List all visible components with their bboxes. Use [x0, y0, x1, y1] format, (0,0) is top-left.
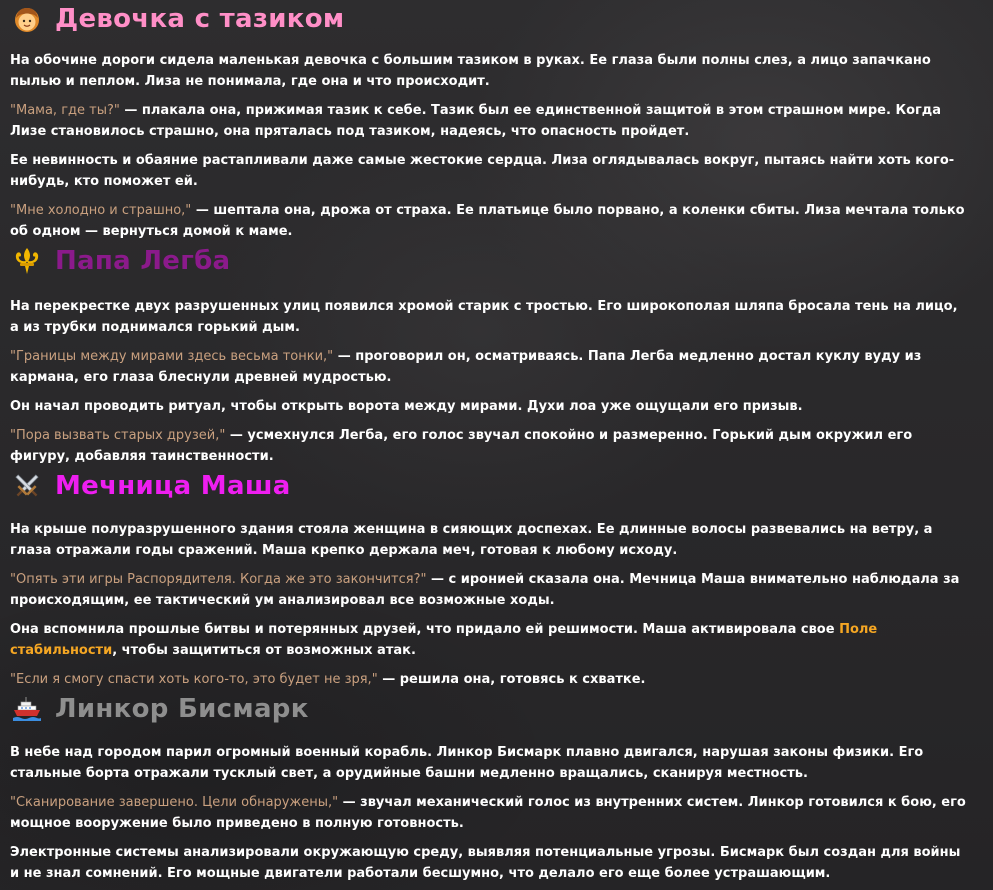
section-papa-legba — [10, 242, 970, 467]
story-paragraph: "Пора вызвать старых друзей," — усмехнулся Легба, его голос звучал спокойно и размеренно. Горький дым окружил его фигуру, добавляя таинственности. — [10, 428, 913, 464]
quote-text: "Мне холодно и страшно," — [10, 203, 192, 218]
story-paragraph: Электронные системы анализировали окружающую среду, выявляя потенциальные угрозы. Бисмарк был создан для войны и не знал сомнений. Его мощные двигатели работали бесшумно, что делало его еще более устрашающим. — [10, 845, 961, 881]
story-paragraph: "Мне холодно и страшно," — шептала она, дрожа от страха. Ее платьице было порвано, а коленки сбиты. Лиза мечтала только об одном — вернуться домой к маме. — [10, 203, 965, 239]
story-paragraph: На перекрестке двух разрушенных улиц появился хромой старик с тростью. Его широкополая шляпа бросала тень на лицо, а из трубки поднимался горький дым. — [10, 299, 958, 335]
section-swordswoman-masha — [10, 467, 970, 690]
story-paragraph: "Мама, где ты?" — плакала она, прижимая тазик к себе. Тазик был ее единственной защитой в этом страшном мире. Когда Лизе становилось страшно, она пряталась под тазиком, надеясь, что опасность пройдет. — [10, 103, 942, 139]
section-title: Мечница Маша — [55, 471, 291, 501]
section-title: Девочка с тазиком — [55, 4, 345, 34]
section-heading — [10, 0, 970, 38]
quote-text: "Опять эти игры Распорядителя. Когда же это закончится?" — [10, 572, 427, 587]
section-title: Линкор Бисмарк — [55, 694, 309, 724]
fleur-de-lis-icon — [10, 244, 44, 278]
girl-face-icon — [10, 2, 44, 36]
quote-text: "Сканирование завершено. Цели обнаружены," — [10, 795, 339, 810]
story-paragraph: "Границы между мирами здесь весьма тонки," — проговорил он, осматриваясь. Папа Легба медленно достал куклу вуду из кармана, его глаза блеснули древней мудростью. — [10, 349, 922, 385]
story-paragraph: "Опять эти игры Распорядителя. Когда же это закончится?" — с иронией сказала она. Мечница Маша внимательно наблюдала за происходящим, ее тактический ум анализировал все возможные ходы. — [10, 572, 960, 608]
quote-text: "Пора вызвать старых друзей," — [10, 428, 226, 443]
section-heading — [10, 690, 970, 728]
quote-text: "Границы между мирами здесь весьма тонки," — [10, 349, 334, 364]
story-paragraph: Он начал проводить ритуал, чтобы открыть ворота между мирами. Духи лоа уже ощущали его призыв. — [10, 399, 803, 414]
story-paragraph: Ее невинность и обаяние растапливали даже самые жестокие сердца. Лиза оглядывалась вокруг, пытаясь найти хоть кого-нибудь, кто поможет ей. — [10, 153, 955, 189]
story-paragraph: "Сканирование завершено. Цели обнаружены," — звучал механический голос из внутренних систем. Линкор готовился к бою, его мощное вооружение было приведено в полную готовность. — [10, 795, 966, 831]
story-paragraph: На крыше полуразрушенного здания стояла женщина в сияющих доспехах. Ее длинные волосы развевались на ветру, а глаза отражали годы сражений. Маша крепко держала меч, готовая к любому исходу. — [10, 522, 933, 558]
ship-icon — [10, 692, 44, 726]
story-paragraph: На обочине дороги сидела маленькая девочка с большим тазиком в руках. Ее глаза были полны слез, а лицо запачкано пылью и пеплом. Лиза не понимала, где она и что происходит. — [10, 53, 931, 89]
quote-text: "Мама, где ты?" — [10, 103, 120, 118]
section-girl-with-basin — [10, 0, 970, 242]
section-title: Папа Легба — [55, 246, 231, 276]
quote-text: "Если я смогу спасти хоть кого-то, это будет не зря," — [10, 672, 378, 687]
section-heading — [10, 242, 970, 280]
section-battleship-bismarck — [10, 690, 970, 884]
crossed-swords-icon — [10, 469, 44, 503]
story-paragraph: Она вспомнила прошлые битвы и потерянных друзей, что придало ей решимости. Маша активировала свое Поле стабильности, чтобы защититься от возможных атак. — [10, 622, 878, 658]
story-paragraph: "Если я смогу спасти хоть кого-то, это будет не зря," — решила она, готовясь к схватке. — [10, 672, 646, 687]
ability-highlight: Поле стабильности — [10, 622, 878, 658]
story-page — [10, 0, 970, 884]
section-heading — [10, 467, 970, 505]
story-paragraph: В небе над городом парил огромный военный корабль. Линкор Бисмарк плавно двигался, нарушая законы физики. Его стальные борта отражали тусклый свет, а орудийные башни медленно вращались, сканируя местность. — [10, 745, 924, 781]
